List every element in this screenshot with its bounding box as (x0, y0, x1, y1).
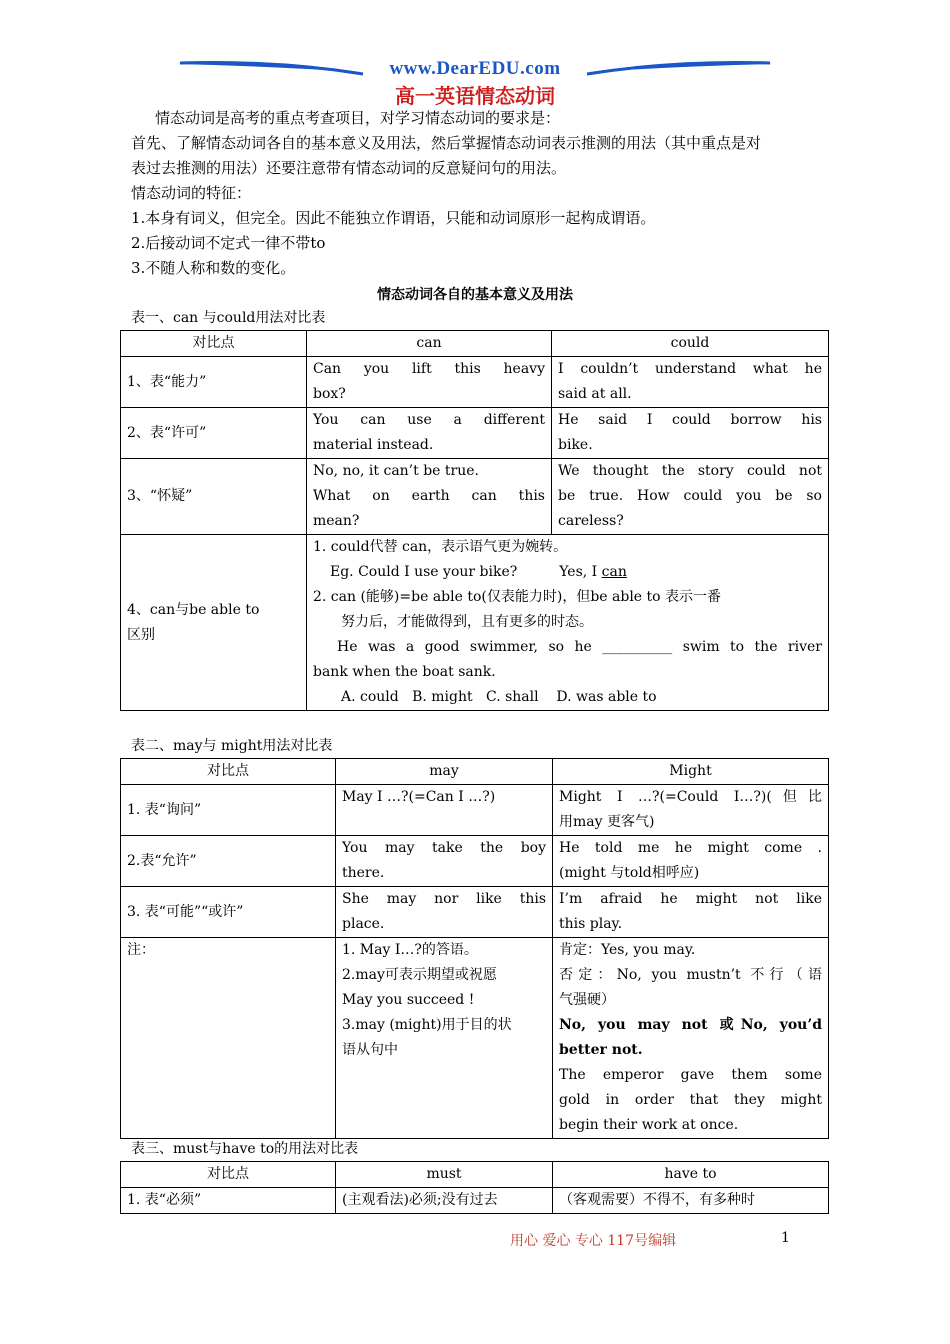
cell-line: He said I could borrow his (558, 412, 822, 428)
cell-line: Can you lift this heavy (313, 361, 545, 377)
header-cell: have to (553, 1162, 829, 1188)
cell-line: 区别 (127, 626, 155, 643)
can-cell (307, 408, 552, 459)
cell-line: May I …?(=Can I …?) (342, 789, 496, 805)
cell-line: I couldn’t understand what he (558, 361, 822, 377)
cell-line: place. (342, 916, 385, 932)
table-can-could (120, 330, 829, 711)
features-heading: 情态动词的特征： (131, 184, 252, 202)
header-cell: could (552, 331, 829, 357)
header-cell: must (336, 1162, 553, 1188)
cell-line: No, you may not 或No, you’d (559, 1017, 822, 1033)
point-cell: 1. 表“询问” (121, 785, 336, 836)
cell-line: Might I …?(=Could I…?)(但比 (559, 789, 822, 805)
may-cell (336, 785, 553, 836)
intro-paragraph-1: 情态动词是高考的重点考查项目，对学习情态动词的要求是： (155, 109, 561, 127)
cell-line: this play. (559, 916, 623, 932)
table-row (121, 1188, 829, 1214)
page-title: 高一英语情态动词 (395, 84, 555, 108)
header-cell: Might (553, 759, 829, 785)
can-cell (307, 357, 552, 408)
table-row (121, 785, 829, 836)
distinction-cell (307, 535, 829, 711)
cell-line: (might 与told相呼应) (559, 865, 700, 881)
can-cell (307, 459, 552, 535)
table-header-row (121, 759, 829, 785)
example-line (313, 560, 822, 585)
cell-line: She may nor like this (342, 891, 546, 907)
cell-line: bank when the boat sank. (313, 664, 496, 680)
cell-line: 1. could代替 can，表示语气更为婉转。 (313, 539, 568, 555)
table2-caption: 表二、may与 might用法对比表 (131, 738, 333, 754)
cell-line: mean? (313, 513, 360, 529)
cell-line: No, no, it can’t be true. (313, 463, 479, 479)
cell-line: 否定：No, you mustn’t 不行（语 (559, 967, 822, 983)
cell-line: We thought the story could not (558, 463, 822, 479)
point-cell (121, 535, 307, 711)
cell-line: What on earth can this (313, 488, 545, 504)
cell-line: said at all. (558, 386, 632, 402)
header-cell: 对比点 (121, 331, 307, 357)
point-cell: 3. 表“可能”“或许” (121, 887, 336, 938)
might-cell (553, 785, 829, 836)
cell-line: 1. May I…?的答语。 (342, 942, 478, 958)
cell-line: 2.may可表示期望或祝愿 (342, 967, 497, 983)
point-cell: 1、表“能力” (121, 357, 307, 408)
intro-paragraph-2b: 表过去推测的用法）还要注意带有情态动词的反意疑问句的用法。 (131, 159, 567, 177)
table-row (121, 836, 829, 887)
table-header-row (121, 1162, 829, 1188)
header-cell: 对比点 (121, 759, 336, 785)
intro-paragraph-2a: 首先、了解情态动词各自的基本意义及用法，然后掌握情态动词表示推测的用法（其中重点是对 (131, 134, 762, 152)
section-title: 情态动词各自的基本意义及用法 (377, 287, 573, 303)
cell-line: He told me he might come . (559, 840, 822, 856)
cell-line: gold in order that they might (559, 1092, 822, 1108)
table-row (121, 938, 829, 1139)
footer-text: 用心 爱心 专心 117号编辑 (510, 1233, 677, 1249)
could-cell (552, 408, 829, 459)
feature-3: 3.不随人称和数的变化。 (131, 259, 296, 277)
cell-line: 2. can (能够)=be able to(仅表能力时)，但be able to 表示一番 (313, 589, 722, 605)
cell-line: You may take the boy (342, 840, 546, 856)
cell-line: 3.may (might)用于目的状 (342, 1017, 512, 1033)
may-cell (336, 836, 553, 887)
table-row (121, 357, 829, 408)
example-answer: Yes, I (559, 564, 602, 580)
table3-caption: 表三、must与have to的用法对比表 (131, 1141, 359, 1157)
point-cell: 2.表“允许” (121, 836, 336, 887)
could-cell (552, 357, 829, 408)
exercise-line: He was a good swimmer, so he __________ swim to the river (337, 639, 822, 655)
cell-line: 用may 更客气) (559, 814, 655, 830)
table-row (121, 408, 829, 459)
table-header-row (121, 331, 829, 357)
might-cell (553, 836, 829, 887)
feature-1: 1.本身有词义，但完全。因此不能独立作谓语，只能和动词原形一起构成谓语。 (131, 209, 656, 227)
could-cell (552, 459, 829, 535)
might-cell (553, 887, 829, 938)
table1-caption: 表一、can 与could用法对比表 (131, 310, 326, 326)
example-answer-underlined: can (601, 564, 627, 580)
cell-line: I’m afraid he might not like (559, 891, 822, 907)
may-cell (336, 938, 553, 1139)
cell-line: careless? (558, 513, 624, 529)
cell-line: be true. How could you be so (558, 488, 822, 504)
cell-line: 肯定：Yes, you may. (559, 942, 696, 958)
point-cell: 3、“怀疑” (121, 459, 307, 535)
cell-line: 4、can与be able to (127, 601, 260, 618)
point-cell: 1. 表“必须” (121, 1188, 336, 1214)
cell-line: You can use a different (313, 412, 545, 428)
options-line: A. could B. might C. shall D. was able to (341, 689, 657, 705)
site-url[interactable]: www.DearEDU.com (389, 58, 561, 79)
cell-line: bike. (558, 437, 593, 453)
note-cell: 注： (121, 938, 336, 1139)
example-question: Eg. Could I use your bike? (330, 564, 518, 580)
may-cell (336, 887, 553, 938)
cell-line: May you succeed ! (342, 992, 475, 1008)
header-cell: 对比点 (121, 1162, 336, 1188)
cell-line: 语从句中 (342, 1042, 398, 1058)
table-row (121, 535, 829, 711)
must-cell: (主观看法)必须;没有过去 (336, 1188, 553, 1214)
haveto-cell: （客观需要）不得不，有多种时 (553, 1188, 829, 1214)
table-row (121, 459, 829, 535)
cell-line: 气强硬） (559, 992, 615, 1008)
cell-line: The emperor gave them some (559, 1067, 822, 1083)
table-may-might (120, 758, 829, 1139)
table-must-haveto (120, 1161, 829, 1214)
cell-line: begin their work at once. (559, 1117, 739, 1133)
cell-line: material instead. (313, 437, 434, 453)
header-cell: can (307, 331, 552, 357)
cell-line: 努力后，才能做得到，且有更多的时态。 (341, 614, 593, 630)
page-number: 1 (781, 1230, 790, 1246)
cell-line: there. (342, 865, 385, 881)
header-cell: may (336, 759, 553, 785)
cell-line: box? (313, 386, 346, 402)
might-cell (553, 938, 829, 1139)
table-row (121, 887, 829, 938)
point-cell: 2、表“许可” (121, 408, 307, 459)
feature-2: 2.后接动词不定式一律不带to (131, 234, 326, 252)
cell-line: better not. (559, 1042, 643, 1058)
